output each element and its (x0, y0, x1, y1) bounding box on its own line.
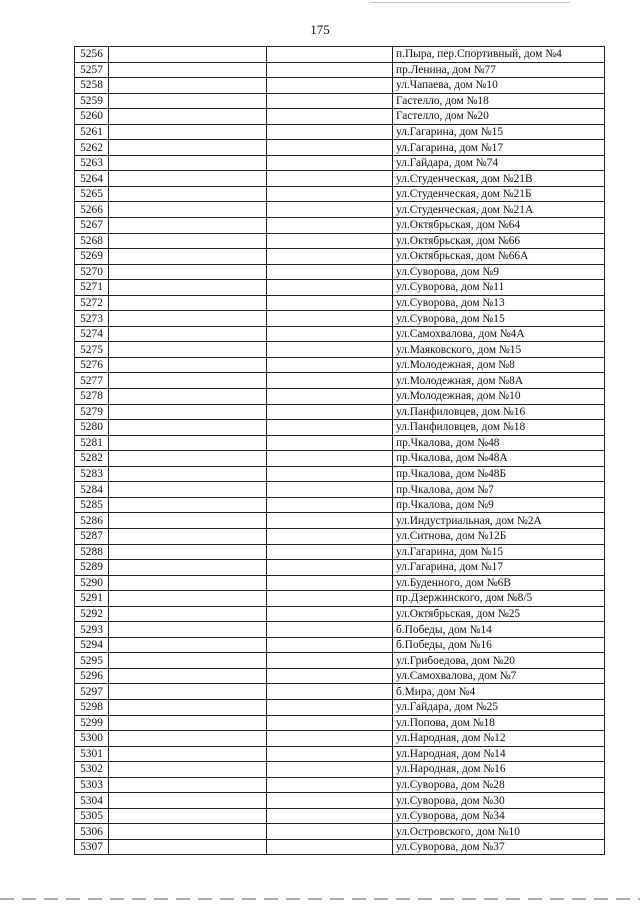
empty-cell (267, 342, 393, 358)
row-number-cell: 5269 (75, 249, 109, 265)
row-number-cell: 5264 (75, 171, 109, 187)
table-row (75, 668, 605, 684)
empty-cell (109, 746, 267, 762)
row-number-cell: 5266 (75, 202, 109, 218)
empty-cell (267, 731, 393, 747)
address-cell: ул.Народная, дом №16 (393, 762, 605, 778)
table-row (75, 404, 605, 420)
address-cell: ул.Суворова, дом №28 (393, 777, 605, 793)
table-row (75, 124, 605, 140)
page-number: 175 (310, 22, 330, 37)
empty-cell (109, 591, 267, 607)
table-row (75, 513, 605, 529)
table-row (75, 389, 605, 405)
row-number-cell: 5280 (75, 420, 109, 436)
empty-cell (267, 451, 393, 467)
empty-cell (109, 731, 267, 747)
row-number-cell: 5290 (75, 575, 109, 591)
address-cell: ул.Гайдара, дом №74 (393, 155, 605, 171)
empty-cell (109, 606, 267, 622)
row-number-cell: 5301 (75, 746, 109, 762)
empty-cell (267, 793, 393, 809)
empty-cell (267, 575, 393, 591)
empty-cell (109, 684, 267, 700)
row-number-cell: 5298 (75, 699, 109, 715)
table-row (75, 762, 605, 778)
row-number-cell: 5263 (75, 155, 109, 171)
table-row (75, 295, 605, 311)
row-number-cell: 5275 (75, 342, 109, 358)
empty-cell (267, 62, 393, 78)
empty-cell (109, 544, 267, 560)
empty-cell (109, 482, 267, 498)
table-row (75, 653, 605, 669)
row-number-cell: 5261 (75, 124, 109, 140)
scan-artifact-bottom (0, 898, 640, 900)
row-number-cell: 5284 (75, 482, 109, 498)
row-number-cell: 5307 (75, 839, 109, 855)
table-row (75, 777, 605, 793)
empty-cell (267, 202, 393, 218)
empty-cell (109, 311, 267, 327)
address-cell: ул.Буденного, дом №6В (393, 575, 605, 591)
table-row (75, 606, 605, 622)
table-row (75, 62, 605, 78)
address-cell: ул.Гайдара, дом №25 (393, 699, 605, 715)
address-cell: ул.Народная, дом №12 (393, 731, 605, 747)
address-cell: ул.Суворова, дом №13 (393, 295, 605, 311)
address-cell: ул.Гагарина, дом №17 (393, 560, 605, 576)
empty-cell (109, 793, 267, 809)
empty-cell (109, 78, 267, 94)
address-cell: ул.Островского, дом №10 (393, 824, 605, 840)
address-cell: ул.Суворова, дом №30 (393, 793, 605, 809)
empty-cell (109, 762, 267, 778)
empty-cell (109, 186, 267, 202)
table-row (75, 93, 605, 109)
address-cell: пр.Ленина, дом №77 (393, 62, 605, 78)
address-cell: б.Победы, дом №14 (393, 622, 605, 638)
row-number-cell: 5271 (75, 280, 109, 296)
empty-cell (267, 591, 393, 607)
empty-cell (267, 435, 393, 451)
row-number-cell: 5268 (75, 233, 109, 249)
empty-cell (109, 528, 267, 544)
empty-cell (109, 497, 267, 513)
empty-cell (267, 124, 393, 140)
address-table-body (75, 47, 605, 855)
row-number-cell: 5267 (75, 218, 109, 234)
table-row (75, 746, 605, 762)
empty-cell (267, 513, 393, 529)
table-row (75, 249, 605, 265)
empty-cell (109, 62, 267, 78)
row-number-cell: 5297 (75, 684, 109, 700)
row-number-cell: 5288 (75, 544, 109, 560)
empty-cell (109, 171, 267, 187)
row-number-cell: 5296 (75, 668, 109, 684)
row-number-cell: 5273 (75, 311, 109, 327)
row-number-cell: 5272 (75, 295, 109, 311)
table-row (75, 451, 605, 467)
address-cell: ул.Октябрьская, дом №25 (393, 606, 605, 622)
row-number-cell: 5300 (75, 731, 109, 747)
empty-cell (109, 155, 267, 171)
address-cell: ул.Суворова, дом №34 (393, 808, 605, 824)
address-cell: б.Победы, дом №16 (393, 637, 605, 653)
row-number-cell: 5291 (75, 591, 109, 607)
table-row (75, 202, 605, 218)
table-row (75, 435, 605, 451)
table-row (75, 684, 605, 700)
row-number-cell: 5262 (75, 140, 109, 156)
table-row (75, 482, 605, 498)
empty-cell (267, 653, 393, 669)
empty-cell (267, 78, 393, 94)
table-row (75, 824, 605, 840)
empty-cell (109, 637, 267, 653)
table-row (75, 280, 605, 296)
address-cell: ул.Гагарина, дом №15 (393, 544, 605, 560)
row-number-cell: 5256 (75, 47, 109, 63)
table-row (75, 575, 605, 591)
address-cell: ул.Суворова, дом №37 (393, 839, 605, 855)
table-row (75, 326, 605, 342)
empty-cell (109, 295, 267, 311)
table-row (75, 637, 605, 653)
address-cell: б.Мира, дом №4 (393, 684, 605, 700)
empty-cell (267, 560, 393, 576)
empty-cell (267, 839, 393, 855)
row-number-cell: 5270 (75, 264, 109, 280)
address-table (74, 46, 605, 855)
empty-cell (109, 575, 267, 591)
empty-cell (109, 389, 267, 405)
empty-cell (267, 264, 393, 280)
row-number-cell: 5282 (75, 451, 109, 467)
empty-cell (267, 233, 393, 249)
table-row (75, 109, 605, 125)
address-cell: ул.Студенческая, дом №21А (393, 202, 605, 218)
address-cell: ул.Октябрьская, дом №66А (393, 249, 605, 265)
table-row (75, 311, 605, 327)
address-cell: ул.Самохвалова, дом №7 (393, 668, 605, 684)
empty-cell (109, 699, 267, 715)
row-number-cell: 5303 (75, 777, 109, 793)
row-number-cell: 5286 (75, 513, 109, 529)
empty-cell (109, 404, 267, 420)
table-row (75, 715, 605, 731)
table-row (75, 699, 605, 715)
address-cell: ул.Самохвалова, дом №4А (393, 326, 605, 342)
row-number-cell: 5295 (75, 653, 109, 669)
address-cell: ул.Гагарина, дом №15 (393, 124, 605, 140)
table-row (75, 186, 605, 202)
address-cell: ул.Студенческая, дом №21Б (393, 186, 605, 202)
row-number-cell: 5306 (75, 824, 109, 840)
empty-cell (109, 326, 267, 342)
row-number-cell: 5258 (75, 78, 109, 94)
row-number-cell: 5274 (75, 326, 109, 342)
address-cell: пр.Чкалова, дом №48Б (393, 466, 605, 482)
empty-cell (109, 622, 267, 638)
empty-cell (109, 420, 267, 436)
row-number-cell: 5281 (75, 435, 109, 451)
empty-cell (267, 715, 393, 731)
empty-cell (267, 311, 393, 327)
empty-cell (109, 140, 267, 156)
empty-cell (109, 342, 267, 358)
row-number-cell: 5276 (75, 357, 109, 373)
empty-cell (109, 373, 267, 389)
table-row (75, 342, 605, 358)
address-cell: ул.Индустриальная, дом №2А (393, 513, 605, 529)
table-row (75, 560, 605, 576)
table-row (75, 591, 605, 607)
address-cell: ул.Панфиловцев, дом №16 (393, 404, 605, 420)
empty-cell (267, 420, 393, 436)
empty-cell (109, 93, 267, 109)
scan-artifact-top (370, 2, 570, 3)
empty-cell (267, 404, 393, 420)
empty-cell (267, 218, 393, 234)
empty-cell (109, 218, 267, 234)
empty-cell (267, 746, 393, 762)
row-number-cell: 5285 (75, 497, 109, 513)
empty-cell (267, 762, 393, 778)
table-row (75, 808, 605, 824)
address-cell: пр.Чкалова, дом №9 (393, 497, 605, 513)
row-number-cell: 5292 (75, 606, 109, 622)
table-row (75, 793, 605, 809)
empty-cell (267, 140, 393, 156)
address-cell: ул.Суворова, дом №9 (393, 264, 605, 280)
empty-cell (267, 824, 393, 840)
empty-cell (109, 513, 267, 529)
address-cell: ул.Октябрьская, дом №64 (393, 218, 605, 234)
address-cell: ул.Октябрьская, дом №66 (393, 233, 605, 249)
row-number-cell: 5260 (75, 109, 109, 125)
address-cell: ул.Молодежная, дом №8 (393, 357, 605, 373)
empty-cell (109, 202, 267, 218)
empty-cell (267, 808, 393, 824)
empty-cell (267, 357, 393, 373)
table-row (75, 155, 605, 171)
row-number-cell: 5287 (75, 528, 109, 544)
empty-cell (267, 622, 393, 638)
empty-cell (109, 357, 267, 373)
empty-cell (109, 466, 267, 482)
row-number-cell: 5294 (75, 637, 109, 653)
address-cell: ул.Маяковского, дом №15 (393, 342, 605, 358)
empty-cell (267, 47, 393, 63)
empty-cell (267, 326, 393, 342)
address-cell: пр.Дзержинского, дом №8/5 (393, 591, 605, 607)
empty-cell (109, 668, 267, 684)
table-row (75, 373, 605, 389)
table-row (75, 47, 605, 63)
empty-cell (267, 280, 393, 296)
empty-cell (109, 839, 267, 855)
row-number-cell: 5279 (75, 404, 109, 420)
empty-cell (109, 451, 267, 467)
empty-cell (267, 171, 393, 187)
address-cell: ул.Суворова, дом №11 (393, 280, 605, 296)
table-row (75, 171, 605, 187)
row-number-cell: 5259 (75, 93, 109, 109)
address-cell: пр.Чкалова, дом №48А (393, 451, 605, 467)
table-row (75, 140, 605, 156)
address-cell: ул.Грибоедова, дом №20 (393, 653, 605, 669)
empty-cell (267, 606, 393, 622)
empty-cell (267, 637, 393, 653)
empty-cell (109, 264, 267, 280)
empty-cell (109, 435, 267, 451)
row-number-cell: 5304 (75, 793, 109, 809)
empty-cell (109, 109, 267, 125)
table-row (75, 528, 605, 544)
empty-cell (109, 808, 267, 824)
empty-cell (109, 47, 267, 63)
table-row (75, 233, 605, 249)
empty-cell (267, 186, 393, 202)
row-number-cell: 5305 (75, 808, 109, 824)
address-cell: ул.Чапаева, дом №10 (393, 78, 605, 94)
address-cell: ул.Ситнова, дом №12Б (393, 528, 605, 544)
table-row (75, 544, 605, 560)
address-cell: п.Пыра, пер.Спортивный, дом №4 (393, 47, 605, 63)
empty-cell (109, 249, 267, 265)
table-row (75, 264, 605, 280)
address-cell: ул.Панфиловцев, дом №18 (393, 420, 605, 436)
empty-cell (109, 280, 267, 296)
table-row (75, 218, 605, 234)
empty-cell (109, 653, 267, 669)
table-row (75, 357, 605, 373)
address-cell: ул.Студенческая, дом №21В (393, 171, 605, 187)
empty-cell (109, 233, 267, 249)
table-row (75, 731, 605, 747)
table-row (75, 420, 605, 436)
row-number-cell: 5283 (75, 466, 109, 482)
table-row (75, 497, 605, 513)
row-number-cell: 5278 (75, 389, 109, 405)
row-number-cell: 5299 (75, 715, 109, 731)
address-cell: ул.Суворова, дом №15 (393, 311, 605, 327)
row-number-cell: 5293 (75, 622, 109, 638)
row-number-cell: 5302 (75, 762, 109, 778)
table-row (75, 622, 605, 638)
empty-cell (267, 93, 393, 109)
address-cell: ул.Попова, дом №18 (393, 715, 605, 731)
address-cell: пр.Чкалова, дом №7 (393, 482, 605, 498)
empty-cell (267, 466, 393, 482)
row-number-cell: 5289 (75, 560, 109, 576)
address-cell: ул.Молодежная, дом №10 (393, 389, 605, 405)
empty-cell (267, 544, 393, 560)
address-cell: пр.Чкалова, дом №48 (393, 435, 605, 451)
empty-cell (267, 249, 393, 265)
table-row (75, 466, 605, 482)
empty-cell (267, 155, 393, 171)
row-number-cell: 5265 (75, 186, 109, 202)
address-cell: ул.Гагарина, дом №17 (393, 140, 605, 156)
empty-cell (267, 482, 393, 498)
empty-cell (267, 497, 393, 513)
empty-cell (267, 109, 393, 125)
empty-cell (267, 777, 393, 793)
empty-cell (267, 668, 393, 684)
empty-cell (267, 528, 393, 544)
empty-cell (267, 684, 393, 700)
table-row (75, 78, 605, 94)
address-cell: Гастелло, дом №18 (393, 93, 605, 109)
table-row (75, 839, 605, 855)
empty-cell (267, 699, 393, 715)
empty-cell (267, 373, 393, 389)
empty-cell (109, 715, 267, 731)
empty-cell (109, 824, 267, 840)
address-cell: Гастелло, дом №20 (393, 109, 605, 125)
empty-cell (267, 389, 393, 405)
row-number-cell: 5257 (75, 62, 109, 78)
empty-cell (267, 295, 393, 311)
empty-cell (109, 124, 267, 140)
empty-cell (109, 777, 267, 793)
address-cell: ул.Народная, дом №14 (393, 746, 605, 762)
row-number-cell: 5277 (75, 373, 109, 389)
address-cell: ул.Молодежная, дом №8А (393, 373, 605, 389)
empty-cell (109, 560, 267, 576)
